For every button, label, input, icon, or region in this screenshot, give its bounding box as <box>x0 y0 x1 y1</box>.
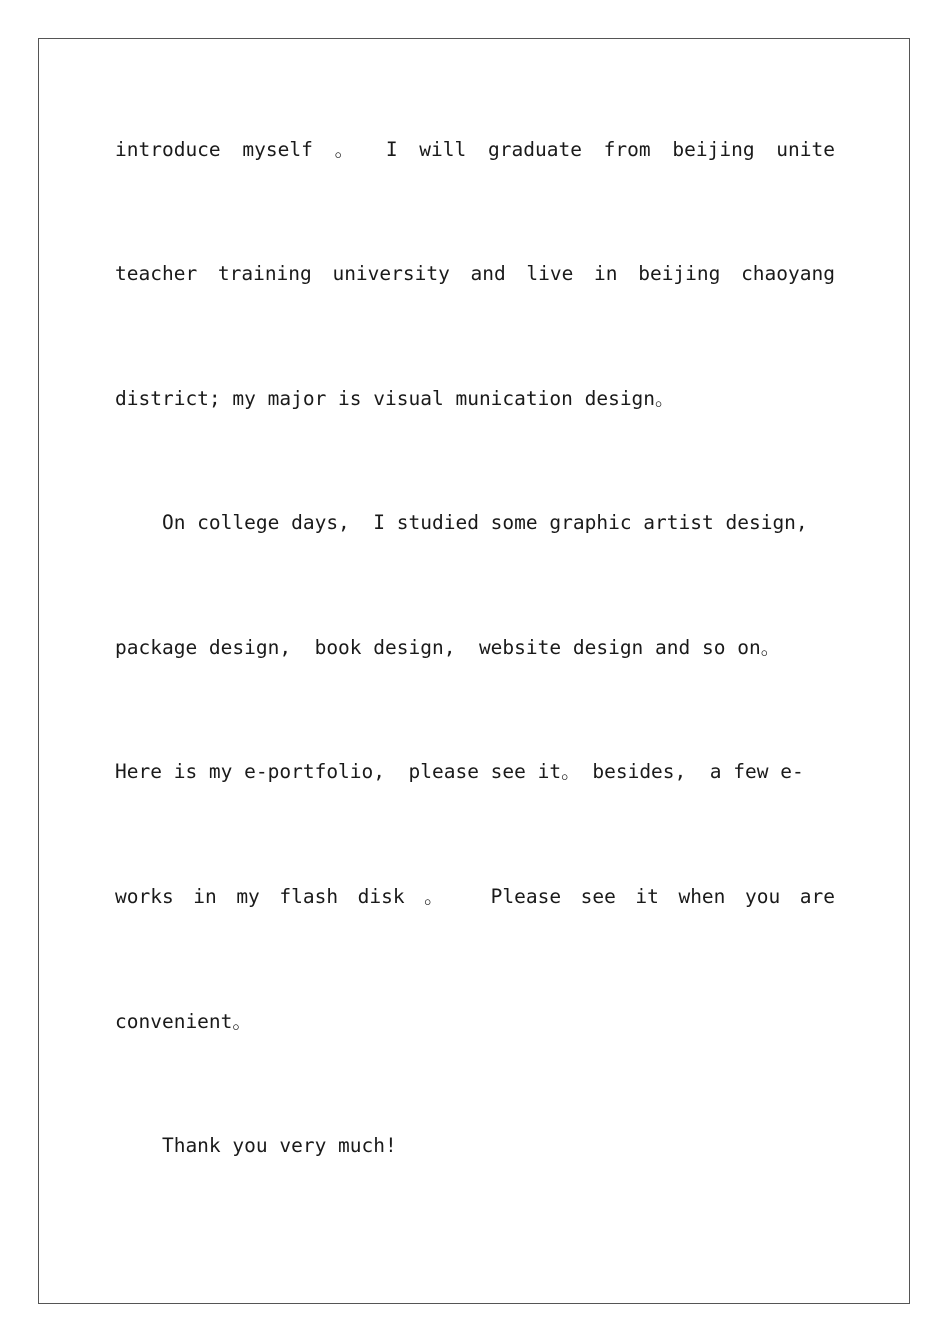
body-text-line: district; my major is visual munication design。 <box>115 387 675 410</box>
body-text-line: works in my flash disk 。 Please see it when you are <box>115 885 835 908</box>
body-text-line: package design, book design, website design and so on。 <box>115 636 781 659</box>
page-frame <box>38 38 910 1304</box>
body-text-line: teacher training university and live in beijing chaoyang <box>115 262 835 285</box>
body-text-line: convenient。 <box>115 1010 252 1033</box>
body-text-line: On college days, I studied some graphic artist design, <box>115 511 808 534</box>
body-text-line: Here is my e-portfolio, please see it。 besides, a few e- <box>115 760 804 783</box>
closing-line: Thank you very much! <box>115 1134 397 1157</box>
body-text-line: introduce myself 。 I will graduate from beijing unite <box>115 138 835 161</box>
